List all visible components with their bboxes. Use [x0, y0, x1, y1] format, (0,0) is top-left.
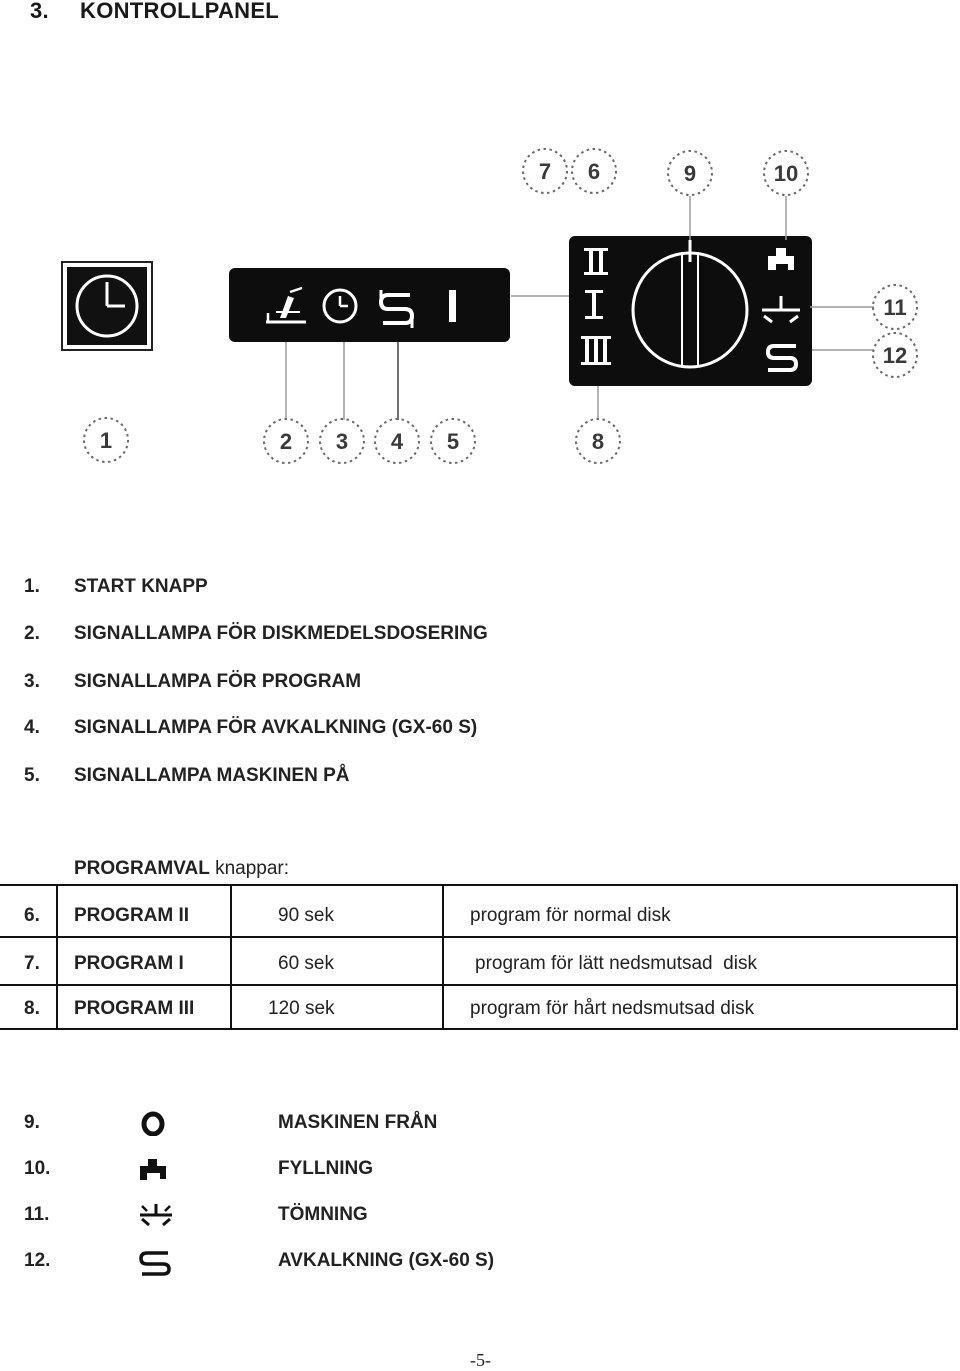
table-row: 8. PROGRAM III 120 sek program för hårt nedsmutsad disk	[0, 984, 956, 1032]
callout-9	[668, 151, 712, 195]
callout-7	[523, 149, 567, 193]
svg-text:12: 12	[882, 343, 908, 368]
table-row: 6. PROGRAM II 90 sek program för normal disk	[24, 905, 671, 926]
programval-rest: knappar:	[209, 858, 290, 879]
svg-text:1: 1	[99, 428, 113, 453]
callout-2	[264, 419, 308, 463]
section-title: KONTROLLPANEL	[80, 0, 280, 23]
power-off-icon	[138, 1110, 168, 1142]
roman-numeral-iii	[581, 336, 611, 365]
faucet-icon	[138, 1156, 168, 1190]
power-lamp-icon	[449, 290, 456, 322]
callout-6	[572, 149, 616, 193]
programval-heading	[74, 858, 289, 880]
program-table	[0, 884, 958, 1030]
callout-11	[873, 285, 917, 329]
callout-4	[375, 419, 419, 463]
svg-text:6: 6	[587, 159, 601, 184]
svg-text:11: 11	[883, 295, 907, 320]
descaling-icon	[381, 290, 412, 328]
callout-5	[431, 419, 475, 463]
svg-text:4: 4	[390, 429, 404, 454]
callout-8	[576, 419, 620, 463]
start-button-clock-icon	[62, 262, 152, 350]
programval-bold: PROGRAMVAL	[74, 858, 210, 879]
callout-10	[764, 151, 808, 195]
control-panel-diagram	[0, 0, 960, 480]
svg-text:9: 9	[683, 161, 697, 186]
callout-1	[84, 418, 128, 462]
svg-text:5: 5	[446, 429, 460, 454]
svg-text:3: 3	[335, 429, 349, 454]
svg-text:2: 2	[279, 429, 293, 454]
indicator-lamp-panel	[229, 268, 510, 342]
callout-3	[320, 419, 364, 463]
descaling-icon	[138, 1248, 172, 1282]
svg-text:8: 8	[591, 429, 605, 454]
svg-text:7: 7	[538, 159, 552, 184]
program-dial-panel	[569, 236, 812, 386]
page-number: -5-	[470, 1350, 491, 1370]
svg-text:10: 10	[773, 161, 799, 186]
callout-12	[873, 333, 917, 377]
drain-icon	[138, 1202, 174, 1234]
table-row: 7. PROGRAM I 60 sek program för lätt nedsmutsad disk	[0, 936, 956, 984]
section-number: 3.	[30, 0, 49, 23]
